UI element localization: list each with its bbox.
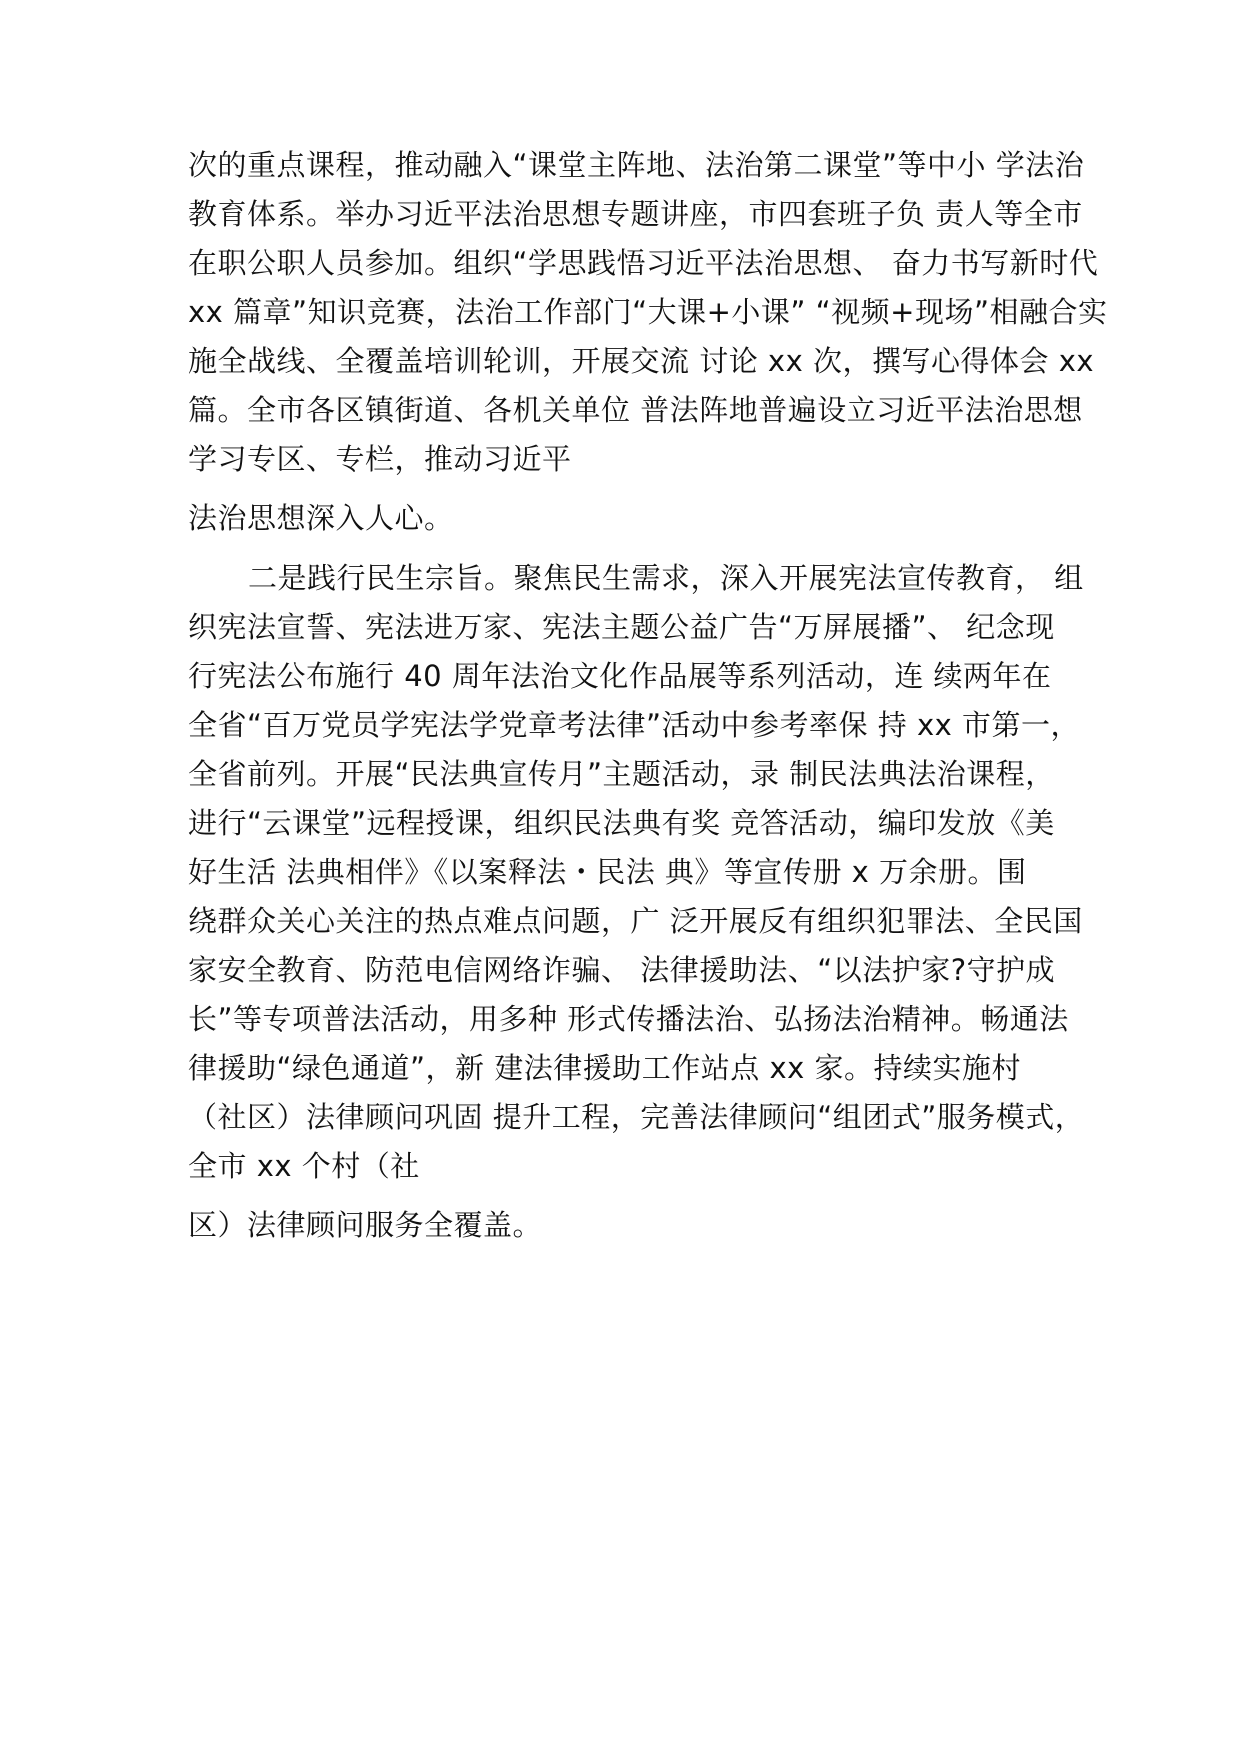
paragraph-line: 律援助“绿色通道”，新 建法律援助工作站点 xx 家。持续实施村 xyxy=(188,1051,1022,1085)
paragraph-line: 织宪法宣誓、宪法进万家、宪法主题公益广告“万屏展播”、 纪念现 xyxy=(188,610,1055,644)
paragraph-line: 全市 xx 个村（社 xyxy=(188,1149,420,1183)
paragraph-line: 长”等专项普法活动，用多种 形式传播法治、弘扬法治精神。畅通法 xyxy=(188,1002,1069,1036)
paragraph-line: 在职公职人员参加。组织“学思践悟习近平法治思想、 奋力书写新时代 xyxy=(188,246,1099,280)
paragraph-line: 次的重点课程，推动融入“课堂主阵地、法治第二课堂”等中小 学法治 xyxy=(188,148,1085,182)
paragraph-line: 学习专区、专栏，推动习近平 xyxy=(188,442,572,476)
paragraph-line: 教育体系。举办习近平法治思想专题讲座，市四套班子负 责人等全市 xyxy=(188,197,1083,231)
paragraph-line: （社区）法律顾问巩固 提升工程，完善法律顾问“组团式”服务模式， xyxy=(188,1100,1085,1134)
paragraph-line: 全省前列。开展“民法典宣传月”主题活动，录 制民法典法治课程， xyxy=(188,757,1055,791)
paragraph-line: 好生活 法典相伴》《以案释法・民法 典》等宣传册 x 万余册。围 xyxy=(188,855,1027,889)
paragraph-line: xx 篇章”知识竞赛，法治工作部门“大课+小课” “视频+现场”相融合实 xyxy=(188,295,1108,329)
paragraph-first-line: 二是践行民生宗旨。聚焦民生需求，深入开展宪法宣传教育， 组 xyxy=(248,561,1084,595)
paragraph-line: 法治思想深入人心。 xyxy=(188,501,454,535)
paragraph-line: 全省“百万党员学宪法学党章考法律”活动中参考率保 持 xx 市第一， xyxy=(188,708,1081,742)
paragraph-line: 篇。全市各区镇街道、各机关单位 普法阵地普遍设立习近平法治思想 xyxy=(188,393,1083,427)
paragraph-line: 家安全教育、防范电信网络诈骗、 法律援助法、“以法护家?守护成 xyxy=(188,953,1056,987)
paragraph-line: 绕群众关心关注的热点难点问题，广 泛开展反有组织犯罪法、全民国 xyxy=(188,904,1083,938)
paragraph-line: 进行“云课堂”远程授课，组织民法典有奖 竞答活动，编印发放《美 xyxy=(188,806,1055,840)
paragraph-line: 区）法律顾问服务全覆盖。 xyxy=(188,1208,543,1242)
paragraph-line: 施全战线、全覆盖培训轮训，开展交流 讨论 xx 次，撰写心得体会 xx xyxy=(188,344,1095,378)
paragraph-line: 行宪法公布施行 40 周年法治文化作品展等系列活动，连 续两年在 xyxy=(188,659,1052,693)
